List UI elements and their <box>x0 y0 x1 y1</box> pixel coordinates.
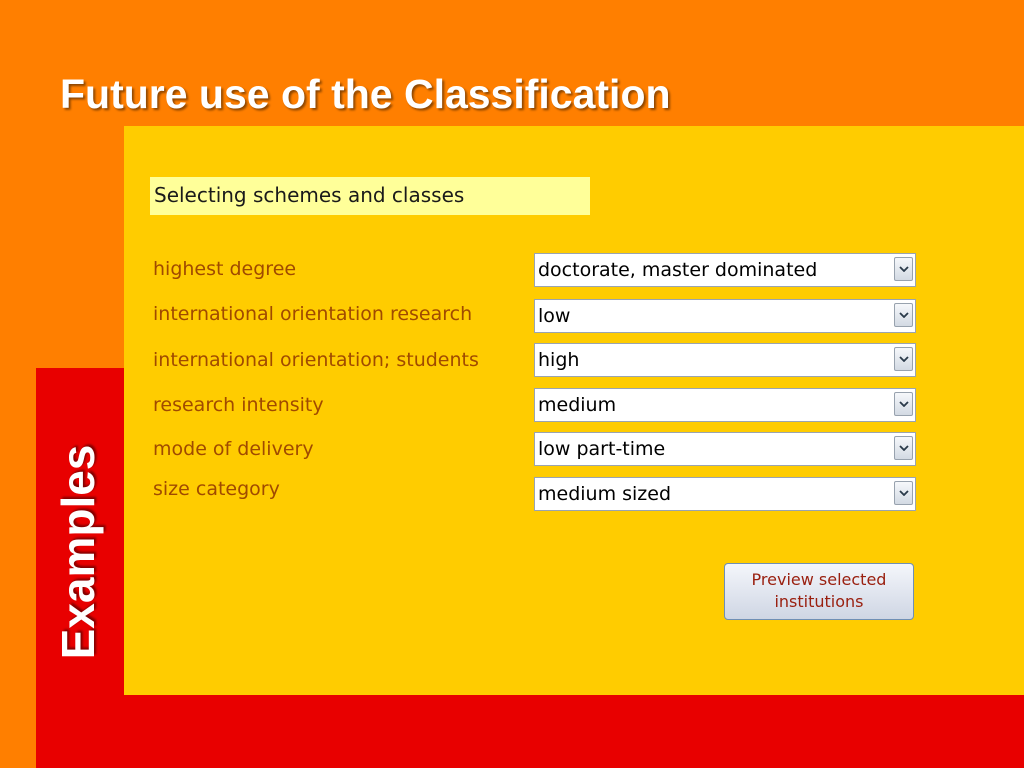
chevron-down-icon <box>899 490 909 496</box>
field-label-mode-of-delivery: mode of delivery <box>153 438 314 460</box>
select-international-orientation-students[interactable] <box>534 343 916 377</box>
select-international-orientation-research[interactable] <box>534 299 916 333</box>
select-size-category[interactable] <box>534 477 916 511</box>
chevron-down-icon <box>899 445 909 451</box>
select-highest-degree[interactable] <box>534 253 916 287</box>
chevron-down-icon <box>899 312 909 318</box>
chevron-down-icon <box>899 266 909 272</box>
select-research-intensity[interactable] <box>534 388 916 422</box>
select-mode-of-delivery[interactable] <box>534 432 916 466</box>
dropdown-button[interactable] <box>894 392 913 416</box>
section-header: Selecting schemes and classes <box>150 177 590 215</box>
chevron-down-icon <box>899 401 909 407</box>
field-label-international-orientation-research: international orientation research <box>153 303 473 325</box>
field-label-highest-degree: highest degree <box>153 258 297 280</box>
select-value: low <box>538 305 571 327</box>
select-value: medium <box>538 394 617 416</box>
select-value: low part-time <box>538 438 666 460</box>
dropdown-button[interactable] <box>894 257 913 281</box>
dropdown-button[interactable] <box>894 303 913 327</box>
field-label-international-orientation-students: international orientation; students <box>153 349 479 371</box>
chevron-down-icon <box>899 356 909 362</box>
select-value: doctorate, master dominated <box>538 259 818 281</box>
side-label-text: Examples <box>52 444 104 660</box>
select-value: medium sized <box>538 483 672 505</box>
preview-selected-institutions-button[interactable]: Preview selected institutions <box>724 563 914 620</box>
select-value: high <box>538 349 580 371</box>
dropdown-button[interactable] <box>894 436 913 460</box>
slide-title: Future use of the Classification <box>60 71 671 117</box>
field-label-research-intensity: research intensity <box>153 394 324 416</box>
dropdown-button[interactable] <box>894 481 913 505</box>
field-label-size-category: size category <box>153 478 280 500</box>
dropdown-button[interactable] <box>894 347 913 371</box>
